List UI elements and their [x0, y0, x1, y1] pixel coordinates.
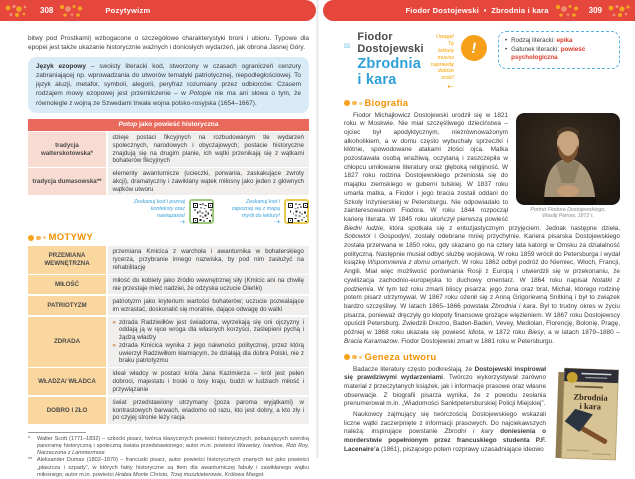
header-dots-icon	[607, 3, 631, 19]
exclamation-badge-icon: !	[459, 33, 489, 63]
section-label: Geneza utworu	[365, 352, 437, 363]
right-page-number: 309	[589, 6, 602, 15]
svg-text:Zbrodnia: Zbrodnia	[573, 391, 608, 402]
table-row	[28, 132, 309, 167]
left-header-bar	[0, 0, 316, 21]
row-label: tradycja walterskotowska*	[28, 132, 106, 167]
right-page	[317, 0, 635, 458]
footnote-mark: *	[28, 436, 37, 457]
motif-row	[28, 368, 309, 395]
historical-novel-table	[28, 119, 309, 196]
bullet-icon: •	[505, 46, 507, 63]
footnote-divider	[28, 432, 86, 433]
header-dots-icon	[5, 3, 35, 19]
genesis-paragraph: Badacze literatury często podkreślają, że Dostojewski inspirował się prawdziwymi wydarzeniami. Twórczo wykorzystywał zarówno materiał z przeczytanych książek, jak i informacje prasowe oraz własne obserwacje. Z biografii pisarza wynika, że z powodu zesłania prenumerował m.in. „Wiadomości Sanktpetersburskiej Policji Miejskiej”.	[344, 366, 620, 410]
row-text: dzieje postaci fikcyjnych na rozbudowanym tle wydarzeń społecznych, narodowych i obyczajowych; postacie historyczne znajdują się na drugim planie, ich wątki przenikają się z wątkami bohaterów fikcyjnych	[108, 132, 310, 167]
intro-paragraph: bitwy pod Prostkami) wzbogacone o szczegółowe charakterystyki broni i ubioru. Typowe dla epopei jest także ukazanie historycznie ważnych i doniosłych wydarzeń, jak obrona Jasnej Góry.	[28, 34, 309, 52]
ezop-text: – swoisty literacki kod, stworzony w czasach ograniczeń cenzury zabraniającej np. wprowadzania do utworów tematyki patriotycznej, niepodległościowej. To język aluzji, metafor, symboli, alegorii, peryfraz rozumiany przez odbiorców. Czasem rodzajem mowy ezopowej jest przemilczenie – w Potopie nie ma ani słowa o tym, że równolegle z wojną ze Szwedami trwała wojna polsko-rosyjska (1654–1667).	[36, 63, 301, 106]
row-label: tradycja dumasowska**	[28, 168, 106, 195]
qr-code-row	[28, 199, 309, 227]
motif-label: MIŁOŚĆ	[28, 275, 106, 294]
bullet-item: » zdrada Kmicica wynika z jego naiwności politycznej, przez którą uwierzył Radziwiłłom kłamiącym, że działają dla dobra Polski, nie z braku patriotyzmu	[113, 342, 305, 365]
book-cover-art	[554, 366, 620, 463]
uwaga-note: Uwaga! Tę lekturę musisz naprawdę dobrze znać! ⇠	[431, 31, 454, 93]
svg-text:i kara: i kara	[579, 400, 602, 411]
motif-text: miłość do kobiety jako źródło wewnętrznej siły (Kmicic ani na chwilę nie przestaje mieć nadziei, że odzyska uczucie Oleńki)	[108, 275, 310, 294]
qr-unit-mindmap	[226, 199, 309, 227]
dashed-arrow-left-icon: ⇠	[431, 82, 454, 92]
header-dots-icon	[58, 3, 88, 19]
list-bullet-icon: »	[113, 342, 116, 365]
biography-section	[344, 112, 620, 347]
section-label: MOTYWY	[49, 232, 94, 243]
motif-row	[28, 317, 309, 367]
book-title: Zbrodnia i kara	[357, 56, 423, 88]
header-dots-icon	[554, 3, 584, 19]
motif-label: ZDRADA	[28, 317, 106, 367]
right-header-title: Fiodor Dostojewski • Zbrodnia i kara	[405, 6, 548, 15]
motif-text: patriotyzm jako kryterium wartości bohaterów; uczucie pozwalające im wzrastać, doskonalić się moralnie, dające odwagę do walki	[108, 296, 310, 315]
qr-code	[284, 199, 309, 224]
motif-label: PRZEMIANA WEWNĘTRZNA	[28, 246, 106, 273]
book-cover	[554, 366, 620, 463]
footnote	[28, 457, 309, 478]
section-dots-icon	[28, 235, 46, 241]
motif-text	[108, 317, 310, 367]
genre-info-box	[498, 31, 620, 69]
right-header-bar	[323, 0, 635, 21]
left-page	[0, 0, 317, 458]
motif-label: WŁADZA/ WŁADCA	[28, 368, 106, 395]
genre-item: • Rodzaj literacki: epika	[505, 37, 613, 46]
left-header-title: Pozytywizm	[105, 6, 150, 15]
motifs-heading	[28, 232, 309, 243]
footnote-text: Aleksander Dumas (1802–1870) – francuski pisarz, autor powieści historycznych znanych też jako powieści „płaszcza i szpady”, w których fakty historyczne są tłem dla awanturniczej fabuły i zawikłanego wątku miłosnego; autor m.in. powieści Hrabia Monte Christo, Trzej muszkieterowie, Królowa Margot.	[37, 457, 309, 478]
page-seam	[316, 0, 319, 458]
bullet-icon: •	[505, 37, 507, 46]
author-portrait	[516, 113, 620, 221]
footnote-text: Walter Scott (1771–1832) – szkocki pisarz, twórca klasycznych powieści historycznych, pokazujących szeroką panoramę historyczną i społeczną świata przedstawionego; autor m.in. powieści Waverley, Ivanhoe, Rob Roy, Narzeczona z Lammermoor.	[37, 436, 309, 457]
separator-dot: •	[484, 6, 487, 15]
motif-text: ideał władcy w postaci króla Jana Kazimierza – król jest pełen dobroci, majestatu i troski o losy kraju, budzi w ludziach miłość i przywiązanie	[108, 368, 310, 395]
biography-text: Fiodor Michajłowicz Dostojewski urodził się w 1821 roku w Moskwie. Nie miał szczęśliwego dzieciństwa – ojciec był apodyktycznym, niezrównoważonym alkoholikiem, a w domu często wybuchały sprzeczki i kłótnie, spowodowane atakami złości ojca. Matka pozostawała osobą wrażliwą, oczytaną i zaszczepiła w chłopcu umiłowanie literatury oraz głęboką religijność. W 1827 roku rodzina Dostojewskiego przeniosła się do majątku ziemskiego w guberni tulskiej. W 1837 roku umarła matka, a Fiodor i jego bracia zostali oddani do Szkoły Inżynierskiej w Petersburgu. Nie odpowiadało to zainteresowaniom Fiodora. W roku 1844 rozpoczął karierę literata. W 1845 roku ukończył pierwszą powieść Biedni ludzie, która spotkała się z entuzjastycznym przyjęciem. Jednak następne dzieła, Sobowtór i Gospodyni, zostały odebrane mniej przychylnie. Kariera pisarska Dostojewskiego została przerwana w 1850 roku, gdy skazano go na cztery lata katorgi w Omsku za działalność polityczną. Następnie musiał odbyć służbę wojskową. W roku 1859 wrócił do Petersburga i wydał książkę Wspomnienia z domu umarłych. W roku 1862 odbył podróż do Niemiec, Włoch, Francji, Anglii. Miał więc możliwość porównania Rosji z Europą i utwierdził się w przekonaniu, że cywilizacja zachodnio-europejska to duchowy cmentarz. W 1864 roku napisał Notatki z podziemia. W tym też roku zmarli bliscy pisarza: jego żona oraz brat, Michał, którego rodzinę potem pisarz utrzymywał. W 1867 roku ożenił się z Anną Grigoriewną Snitkiną i był to związek bardzo szczęśliwy. W latach 1865–1866 powstała Zbrodnia i kara. Był to trudny okres w życiu pisarza, ponieważ dręczyły go kłopoty finansowe grożące więzieniem. W 1867 roku Dostojewscy opuścili Petersburg. Zwiedzili Drezno, Baden-Baden, Vevey, Mediolan, Florencję, Bolonię, Pragę, później w 1868 roku ukazała się powieść Idiota, w 1872 roku Biesy, a w latach 1879–1880 – Bracia Karamazow. Fiodor Dostojewski zmarł w 1881 roku w Petersburgu.	[344, 112, 620, 347]
genesis-heading	[344, 352, 620, 363]
biography-heading	[344, 98, 620, 109]
book-title-block	[344, 31, 620, 93]
motif-text: przemiana Kmicica z warchoła i awanturnika w bohaterskiego rycerza, przybranie innego nazwiska, by pod nim zasłużyć na rehabilitację	[108, 246, 310, 273]
row-text: elementy awanturnicze (ucieczki, porwania, zaskakujące zwroty akcji), dramatyczny i zawikłany wątek miłosny jako jeden z głównych wątków utworu	[108, 168, 310, 195]
footnote	[28, 436, 309, 457]
ezop-language-box	[28, 57, 309, 112]
motif-row	[28, 397, 309, 424]
motifs-table	[28, 246, 309, 424]
dashed-arrow-icon: ⇢	[226, 219, 280, 228]
motif-text: świat przedstawiony utrzymany (poza paroma wyjątkami) w kontrastowych barwach, wiadomo od razu, kto jest dobry, a kto zły i po czyjej stronie leży racja	[108, 397, 310, 424]
table-row	[28, 168, 309, 195]
bullet-item: » zdrada Radziwiłłów jest świadoma, wyrzekają się oni ojczyzny i oddają ją w ręce wroga dla własnych korzyści, zaślepieni pychą i żądzą władzy	[113, 319, 305, 342]
qr-label: Zeskanuj kod i poznaj konteksty oraz nawiązania! ⇢	[131, 199, 185, 228]
title-text-column	[357, 31, 423, 88]
qr-label: Zeskanuj kod i zapoznaj się z mapą myśli do lektury! ⇢	[226, 199, 280, 228]
genre-item: • Gatunek literacki: powieść psychologiczna	[505, 46, 613, 63]
author-name: Fiodor Dostojewski	[357, 31, 423, 55]
open-book-icon	[344, 31, 350, 61]
motif-row	[28, 275, 309, 294]
section-dots-icon	[344, 100, 362, 106]
right-page-content	[344, 31, 620, 465]
qr-unit-contexts	[131, 199, 214, 227]
qr-code	[189, 199, 214, 224]
list-bullet-icon: »	[113, 319, 116, 342]
motif-row	[28, 296, 309, 315]
motif-label: PATRIOTYZM	[28, 296, 106, 315]
dashed-arrow-icon: ⇢	[131, 219, 185, 228]
left-page-content	[28, 34, 309, 479]
motif-label: DOBRO I ZŁO	[28, 397, 106, 424]
left-page-number: 308	[40, 6, 53, 15]
footnote-mark: **	[28, 457, 37, 478]
motif-row	[28, 246, 309, 273]
genesis-section	[344, 366, 620, 455]
section-dots-icon	[344, 354, 362, 360]
section-label: Biografia	[365, 98, 409, 109]
portrait-caption: Portret Fiodora Dostojewskiego, Wasilij Pierow, 1872 r.	[516, 207, 620, 221]
genesis-paragraph: Naukowcy zajmujący się twórczością Dostojewskiego wskazali liczne wątki zaczerpnięte z informacji prasowych. Do najciekawszych należą: inspirujące powstanie Zbrodni i kary doniesienia o morderstwie popełnionym przez francuskiego studenta P.F. Lacenaire’a (1861), piszącego potem rozprawy uzasadniające ideowo	[344, 411, 620, 455]
table-title: Potop jako powieść historyczna	[28, 119, 309, 131]
portrait-painting	[516, 113, 620, 205]
ezop-term: Język ezopowy	[36, 63, 86, 70]
